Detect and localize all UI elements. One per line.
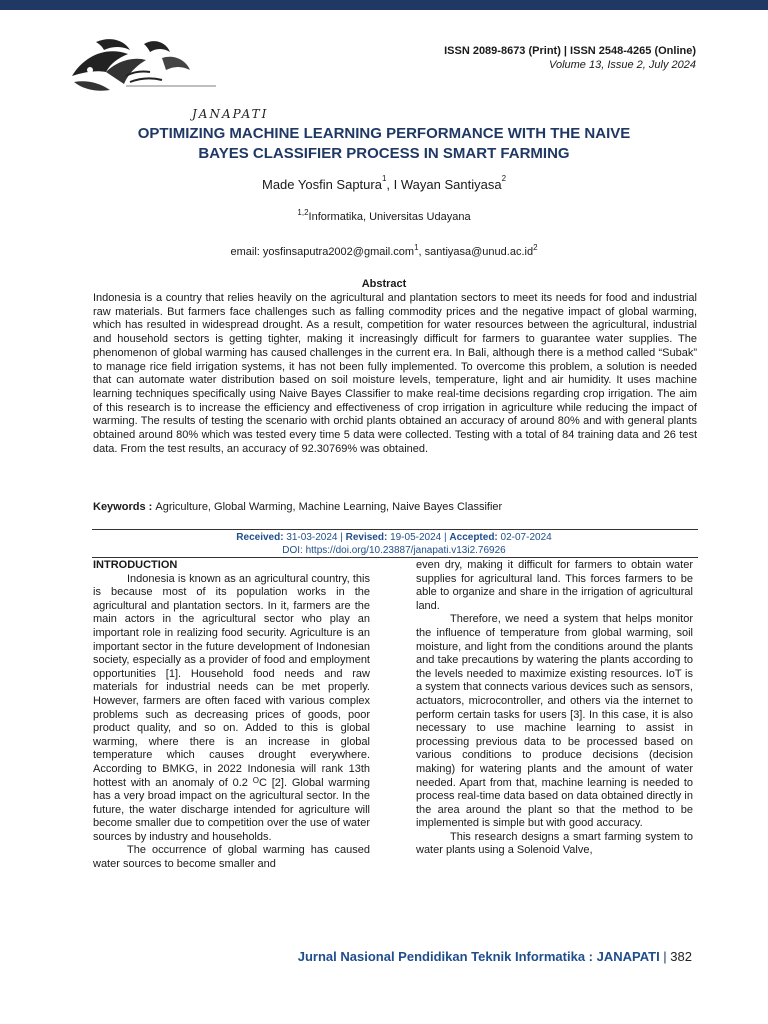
logo-wordmark: JANAPATI xyxy=(192,107,269,121)
intro-paragraph-2: The occurrence of global warming has caused water sources to become smaller and xyxy=(93,844,370,871)
keywords-label: Keywords : xyxy=(93,501,156,513)
page-footer xyxy=(298,949,692,964)
doi-link[interactable]: DOI: https://doi.org/10.23887/janapati.v13i2.76926 xyxy=(282,545,506,556)
paper-title xyxy=(80,124,688,164)
received-label: Received: xyxy=(236,532,284,543)
title-line-1: OPTIMIZING MACHINE LEARNING PERFORMANCE WITH THE NAIVE xyxy=(137,125,631,142)
keywords xyxy=(93,501,697,513)
issn-line: ISSN 2089-8673 (Print) | ISSN 2548-4265 (Online) xyxy=(444,45,696,57)
accepted-date: 02-07-2024 xyxy=(500,532,552,543)
revised-date: 19-05-2024 xyxy=(390,532,442,543)
column-right xyxy=(416,559,693,858)
date-sep-2: | xyxy=(441,532,450,543)
title-line-2: BAYES CLASSIFIER PROCESS IN SMART FARMING xyxy=(198,145,570,162)
divider-top xyxy=(92,529,698,530)
janapati-logo xyxy=(66,36,269,121)
issn-block xyxy=(444,44,696,72)
email-separator: , xyxy=(418,246,425,258)
accepted-label: Accepted: xyxy=(449,532,498,543)
abstract-body: Indonesia is a country that relies heavily on the agricultural and plantation sectors to meet its needs for food and industrial raw materials. But farmers face challenges such as falling commodity prices and the negative impact of global warming, which has resulted in widespread drought. As a result, competition for water resources between the agricultural, industrial and household sectors is getting tighter, making it increasingly difficult for farmers to guarantee water supplies. The phenomenon of global warming has caused challenges in the current era. In Bali, although there is a method called “Subak” to manage rice field irrigation systems, it has not been fully implemented. To overcome this problem, a solution is needed that can automate water distribution based on soil moisture levels, temperature, light and air humidity. It uses machine learning techniques specifically using Naive Bayes Classifier to make real-time decisions regarding crop irrigation. The aim of this research is to increase the efficiency and effectiveness of crop irrigation in agriculture while reducing the impact of warming. The results of testing the scenario with orchid plants obtained an accuracy of around 80% and with general plants obtained around 80% which was tested every time 5 data were collected. Testing with a total of 84 training data and 26 test data. From the test results, an accuracy of 92.30769% was obtained. xyxy=(93,292,697,455)
received-date: 31-03-2024 xyxy=(286,532,338,543)
divider-bottom xyxy=(92,557,698,558)
date-sep-1: | xyxy=(337,532,346,543)
email-2-sup: 2 xyxy=(533,243,538,252)
author-separator: , xyxy=(386,177,394,192)
affiliation-sup: 1,2 xyxy=(297,208,309,217)
page-number: 382 xyxy=(670,949,692,964)
intro-p1-text-a: Indonesia is known as an agricultural country, this is because most of its population works in the agricultural and plantation sectors. In it, farmers are the main actors in the agricultural sector who play an important role in realizing food security. Agriculture is an important sector in the future development of Indonesian society, especially as a provider of food and employment opportunities [1]. Household food needs and raw materials for industrial needs can be met properly. However, farmers are often faced with various complex problems such as decreasing prices of goods, poor product quality, and so on. Added to this is global warming, where there is an increase in global temperature which causes drought everywhere. According to BMKG, in 2022 Indonesia will rank 13th hottest with an anomaly of 0.2 xyxy=(93,572,370,789)
author-2-sup: 2 xyxy=(501,174,507,183)
volume-line: Volume 13, Issue 2, July 2024 xyxy=(549,59,696,71)
header-bar xyxy=(0,0,768,10)
email-2[interactable]: santiyasa@unud.ac.id xyxy=(424,246,534,258)
affiliation xyxy=(0,208,768,223)
intro-paragraph-4: This research designs a smart farming system to water plants using a Solenoid Valve, xyxy=(416,830,693,857)
journal-name: Jurnal Nasional Pendidikan Teknik Informatika : JANAPATI xyxy=(297,949,660,964)
email-1[interactable]: yosfinsaputra2002@gmail.com xyxy=(262,246,415,258)
author-list xyxy=(0,174,768,192)
email-prefix: email: xyxy=(230,246,263,258)
section-heading-introduction: INTRODUCTION xyxy=(93,559,178,571)
column-left xyxy=(93,559,370,872)
intro-paragraph-3: Therefore, we need a system that helps monitor the influence of temperature from global warming, soil moisture, and light from the conditions around the plants and take precautions by watering the plants according to the levels needed to maximize existing resources. IoT is a system that connects various devices such as sensors, actuators, microcontroller, and others via the internet to perform certain tasks for users [3]. In this case, it is also necessary to use machine learning to assist in processing previous data to be processed based on various conditions to produce decisions (decision making) for watering plants and the amount of water needed. Apart from that, machine learning is needed to process real-time data based on data obtained directly in the area around the plant so that the method to be implemented is simple but with good accuracy. xyxy=(416,613,693,830)
intro-paragraph-2-continued: even dry, making it difficult for farmers to obtain water supplies for agricultural land. This forces farmers to be able to organize and share in the irrigation of agricultural land. xyxy=(416,559,693,612)
author-1: Made Yosfin Saptura xyxy=(261,177,382,192)
revised-label: Revised: xyxy=(345,532,388,543)
degree-sup: O xyxy=(252,775,259,785)
author-1-sup: 1 xyxy=(381,174,387,183)
bird-logo-icon xyxy=(66,36,216,106)
footer-separator: | xyxy=(659,949,671,964)
email-line xyxy=(0,243,768,258)
intro-p1-text-b: C [2]. Global warming has a very broad impact on the agricultural sector. In the future, the water discharge intended for agriculture will become smaller due to competition over the use of water sources by industry and households. xyxy=(93,776,370,843)
history-dates xyxy=(0,531,768,544)
intro-paragraph-1 xyxy=(93,573,370,845)
author-2: I Wayan Santiyasa xyxy=(393,177,502,192)
affiliation-text: Informatika, Universitas Udayana xyxy=(308,211,471,223)
abstract-heading: Abstract xyxy=(361,278,407,290)
keywords-text: Agriculture, Global Warming, Machine Learning, Naive Bayes Classifier xyxy=(155,501,503,513)
email-1-sup: 1 xyxy=(414,243,419,252)
